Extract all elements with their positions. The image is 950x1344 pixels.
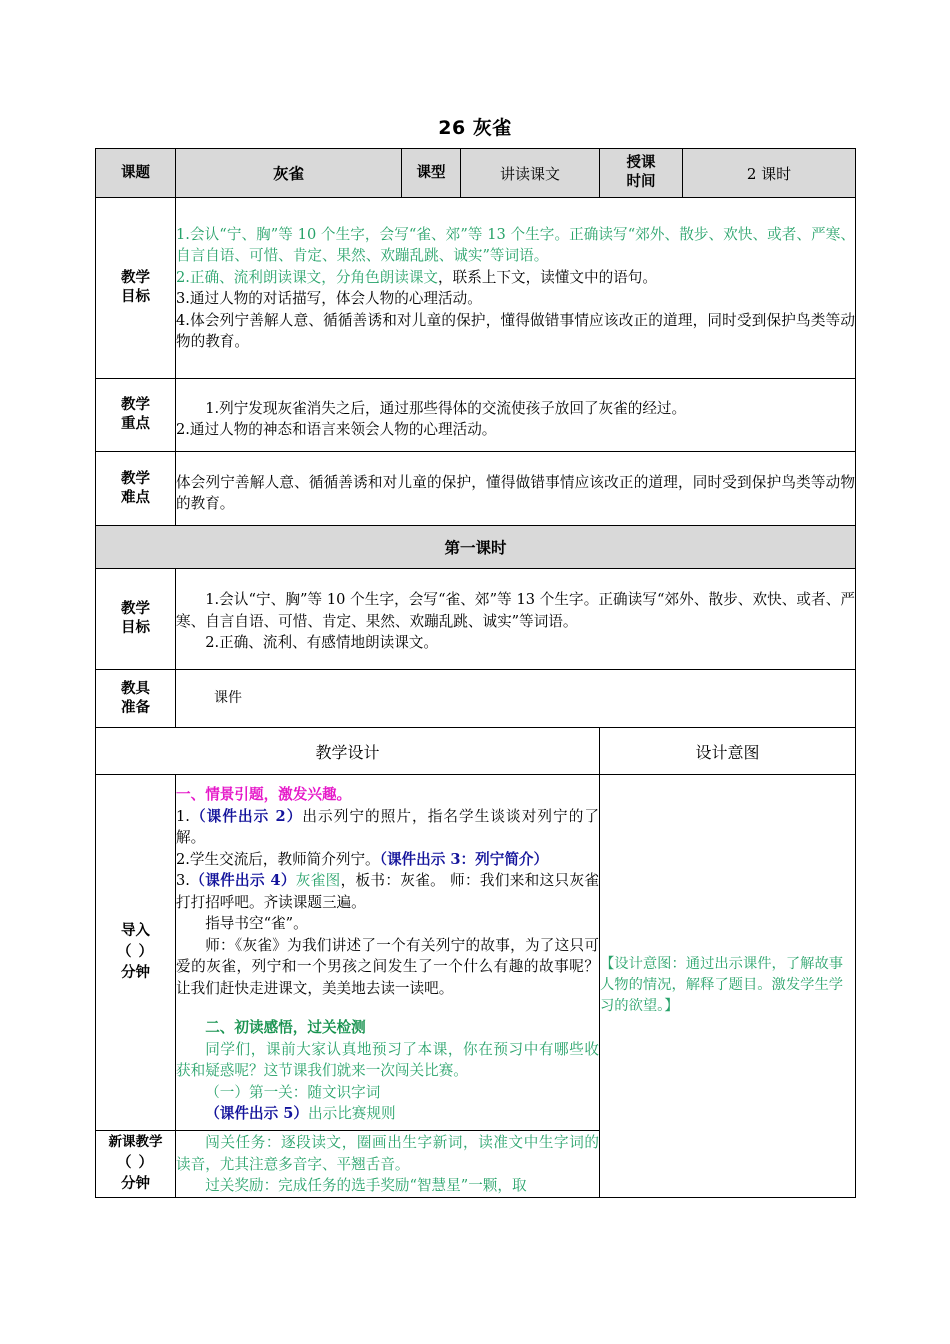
label-teaching-aids <box>96 670 176 728</box>
objective-item-2 <box>176 267 855 289</box>
stage-new-lesson-line2: （ ） <box>116 1155 155 1172</box>
table-row-teaching-aids <box>96 670 856 728</box>
value-lesson-type: 讲读课文 <box>461 149 600 198</box>
label-key-points <box>96 379 176 452</box>
label-teaching-time-line2: 时间 <box>626 174 656 190</box>
stage-new-lesson-line3: 分钟 <box>121 1176 150 1193</box>
label-objectives-lesson1 <box>96 569 176 670</box>
label-teaching-time-line1: 授课 <box>626 155 656 171</box>
design-intent-text: 【设计意图：通过出示课件，了解故事人物的情况，解释了题目。激发学生学习的欲望。】 <box>600 956 844 1015</box>
table-row-difficult-points <box>96 452 856 526</box>
design-p3-courseware: （课件出示 4） <box>189 872 296 890</box>
stage-intro <box>96 775 176 1131</box>
difficult-points-text: 体会列宁善解人意、循循善诱和对儿童的保护，懂得做错事情应该改正的道理，同时受到保护鸟类等动物的教育。 <box>176 473 855 512</box>
page-title: 26 灰雀 <box>438 117 512 139</box>
design-paragraph-4: 指导书空“雀”。 <box>205 915 308 933</box>
label-teaching-aids-line2: 准备 <box>121 699 150 716</box>
design-paragraph-3 <box>176 870 599 913</box>
objectives-lesson1-content <box>176 569 856 670</box>
objective-item-2-plain: ，联系上下文，读懂文中的语句。 <box>438 268 657 286</box>
design-paragraph-7: （一）第一关：随文识字词 <box>205 1083 381 1101</box>
table-row-key-points <box>96 379 856 452</box>
design-content-new-lesson <box>176 1131 600 1198</box>
label-objectives-overall <box>96 198 176 379</box>
objective-item-1: 1.会认“宁、胸”等 10 个生字，会写“雀、郊”等 13 个生字。正确读写“郊外、散步、欢快、或者、严寒、自言自语、可惜、肯定、果然、欢蹦乱跳、诚实”等词语。 <box>176 225 855 264</box>
stage-new-lesson-line1: 新课教学 <box>108 1134 163 1151</box>
design-paragraph-5: 师：《灰雀》为我们讲述了一个有关列宁的故事，为了这只可爱的灰雀，列宁和一个男孩之间发生了一个什么有趣的故事呢？让我们赶快走进课文，美美地去读一读吧。 <box>176 936 599 997</box>
label-key-points-line1: 教学 <box>121 397 150 413</box>
design-paragraph-6: 同学们，课前大家认真地预习了本课，你在预习中有哪些收获和疑惑呢？这节课我们就来一次闯关比赛。 <box>176 1040 599 1080</box>
design-p3-num: 3. <box>176 872 190 890</box>
label-lesson-type: 课型 <box>402 149 461 198</box>
label-objectives-overall-line1: 教学 <box>121 270 150 286</box>
design-heading-2: 二、初读感悟，过关检测 <box>205 1019 366 1037</box>
objectives-lesson1-line2: 2.正确、流利、有感情地朗读课文。 <box>205 634 439 652</box>
table-row-design-intro <box>96 775 856 1131</box>
design-p8-courseware: （课件出示 5） <box>205 1105 308 1123</box>
value-teaching-time: 2 课时 <box>683 149 856 198</box>
design-spacer <box>176 999 599 1017</box>
design-p3-text: ，板书：灰雀。 师：我们来和这只灰雀打打招呼吧。齐读课题三遍。 <box>176 872 599 911</box>
value-subject: 灰雀 <box>176 149 402 198</box>
objectives-lesson1-line1: 1.会认“宁、胸”等 10 个生字，会写“雀、郊”等 13 个生字。正确读写“郊外、散步、欢快、或者、严寒、自言自语、可惜、肯定、果然、欢蹦乱跳、诚实”等词语。 <box>176 591 855 630</box>
objective-item-3: 3.通过人物的对话描写，体会人物的心理活动。 <box>176 290 482 307</box>
lesson-plan-table <box>95 148 856 1198</box>
lesson-band-title: 第一课时 <box>96 526 856 569</box>
design-p3-green: 灰雀图 <box>295 872 341 890</box>
table-row-lesson-band <box>96 526 856 569</box>
key-point-1: 1.列宁发现灰雀消失之后，通过那些得体的交流使孩子放回了灰雀的经过。 <box>205 399 687 417</box>
label-objectives-lesson1-line2: 目标 <box>121 620 150 636</box>
table-row-design-header <box>96 728 856 775</box>
table-row-objectives-overall <box>96 198 856 379</box>
design-heading-1: 一、情景引题，激发兴趣。 <box>176 786 352 804</box>
stage-intro-line2: （ ） <box>116 944 155 960</box>
label-teaching-aids-line1: 教具 <box>121 680 150 697</box>
design-paragraph-8 <box>176 1103 599 1125</box>
design-paragraph-2 <box>176 849 599 871</box>
design-p2-courseware: （课件出示 3：列宁简介） <box>379 850 549 868</box>
design-header-right: 设计意图 <box>600 728 856 775</box>
teaching-aids-value: 课件 <box>176 670 856 728</box>
design-header-left: 教学设计 <box>96 728 600 775</box>
label-teaching-time <box>600 149 683 198</box>
label-key-points-line2: 重点 <box>121 416 150 432</box>
design-content-intro <box>176 775 600 1131</box>
label-difficult-points <box>96 452 176 526</box>
design-paragraph-1 <box>176 806 599 849</box>
objectives-overall-content <box>176 198 856 379</box>
stage-new-lesson <box>96 1131 176 1198</box>
design-p1-courseware: （课件出示 2） <box>189 807 303 825</box>
difficult-points-content <box>176 452 856 526</box>
label-difficult-points-line2: 难点 <box>121 489 150 506</box>
design-paragraph-10: 过关奖励：完成任务的选手奖励“智慧星”一颗，取 <box>205 1177 527 1194</box>
objective-item-2-green: 2.正确、流利朗读课文，分角色朗读课文 <box>176 268 439 286</box>
design-p1-text: 出示列宁的照片，指名学生谈谈对列宁的了解。 <box>176 807 599 847</box>
table-row-objectives-lesson1 <box>96 569 856 670</box>
design-p2-text: 2.学生交流后，教师简介列宁。 <box>176 850 380 868</box>
stage-intro-line3: 分钟 <box>121 965 150 981</box>
label-objectives-lesson1-line1: 教学 <box>121 601 150 617</box>
label-objectives-overall-line2: 目标 <box>121 289 150 305</box>
design-paragraph-9: 闯关任务：逐段读文，圈画出生字新词，读准文中生字词的读音，尤其注意多音字、平翘舌音。 <box>176 1134 599 1173</box>
design-intent-cell <box>600 775 856 1198</box>
label-subject: 课题 <box>96 149 176 198</box>
design-p8-text: 出示比赛规则 <box>308 1105 396 1123</box>
design-p1-num: 1. <box>176 807 190 825</box>
label-difficult-points-line1: 教学 <box>121 470 150 487</box>
key-points-content <box>176 379 856 452</box>
stage-intro-line1: 导入 <box>121 923 150 939</box>
objective-item-4: 4.体会列宁善解人意、循循善诱和对儿童的保护，懂得做错事情应该改正的道理，同时受到保护鸟类等动物的教育。 <box>176 311 855 350</box>
table-row-info <box>96 149 856 198</box>
key-point-2: 2.通过人物的神态和语言来领会人物的心理活动。 <box>176 421 497 438</box>
